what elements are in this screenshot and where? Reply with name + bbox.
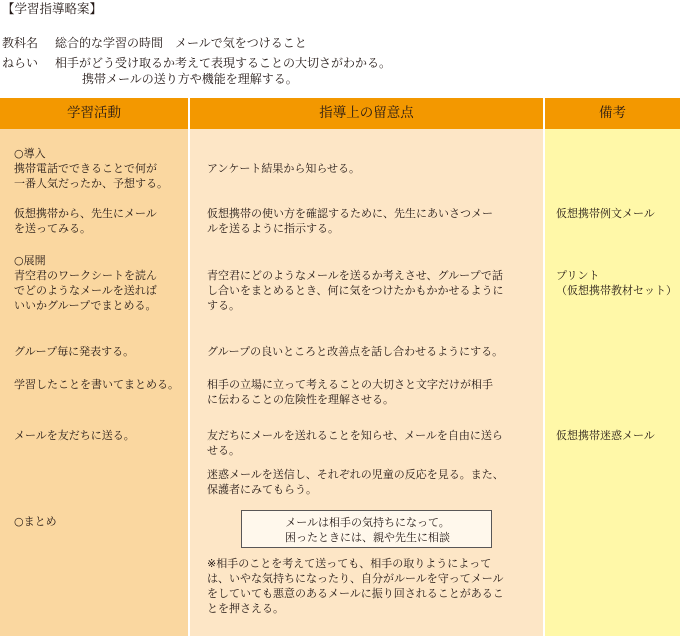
activity-item-development (14, 253, 157, 313)
activity-line: 青空君のワークシートを読ん (14, 269, 157, 282)
remark-item (556, 428, 655, 443)
activity-line: を送ってみる。 (14, 222, 91, 235)
page-title: 【学習指導略案】 (2, 1, 103, 16)
activity-item-summarize (14, 377, 179, 392)
aim-label: ねらい (2, 56, 39, 70)
activity-line: 一番人気だったか、予想する。 (14, 177, 168, 190)
note-line: する。 (207, 299, 240, 312)
activity-item-intro (14, 146, 168, 191)
summary-box-line: メールは相手の気持ちになって。 (285, 516, 450, 529)
activity-line: 携帯電話でできることで何が (14, 162, 157, 175)
note-line: に伝わることの危険性を理解させる。 (207, 393, 394, 406)
note-line: 青空君にどのようなメールを送るか考えさせ、グループで話 (207, 269, 503, 282)
note-item (207, 268, 504, 313)
activity-line: ○展開 (14, 254, 46, 267)
activity-line: でどのようなメールを送れば (14, 284, 157, 297)
header-notes: 指導上の留意点 (190, 98, 543, 129)
remark-line: （仮想携帯教材セット） (556, 284, 677, 297)
note-line: ルを送るように指示する。 (207, 222, 339, 235)
subject-label: 教科名 (2, 36, 39, 50)
activity-item-wrap-up (14, 514, 57, 529)
note-line: ※相手のことを考えて送っても、相手の取りようによって (207, 557, 492, 570)
header-remarks: 備考 (545, 98, 680, 129)
aim-line: 相手がどう受け取るか考えて表現することの大切さがわかる。 (55, 56, 392, 70)
remark-line: 仮想携帯例文メール (556, 207, 655, 220)
activity-line: メールを友だちに送る。 (14, 429, 135, 442)
note-line: 迷惑メールを送信し、それぞれの児童の反応を見る。また、 (207, 468, 504, 481)
activity-item-send-to-friends (14, 428, 135, 443)
note-item (207, 206, 493, 236)
remark-line: 仮想携帯迷惑メール (556, 429, 655, 442)
note-item (207, 377, 493, 407)
activity-line: 学習したことを書いてまとめる。 (14, 378, 179, 391)
note-line: せる。 (207, 444, 240, 457)
subject-value: 総合的な学習の時間 メールで気をつけること (55, 36, 307, 50)
activity-line: ○まとめ (14, 515, 57, 528)
remark-item (556, 268, 677, 298)
note-line: し合いをまとめるとき、何に気をつけたかもかかせるように (207, 284, 504, 297)
note-item (207, 428, 503, 458)
activity-item-present (14, 344, 134, 359)
note-line: アンケート結果から知らせる。 (207, 162, 361, 175)
note-item (207, 467, 504, 497)
activity-line: ○導入 (14, 147, 46, 160)
note-line: は、いやな気持ちになったり、自分がルールを守ってメール (207, 572, 504, 585)
remark-line: プリント (556, 269, 600, 282)
note-line: 友だちにメールを送れることを知らせ、メールを自由に送ら (207, 429, 503, 442)
note-item-caution (207, 556, 504, 616)
summary-box (241, 510, 492, 548)
note-line: グループの良いところと改善点を話し合わせるようにする。 (207, 345, 504, 358)
note-item (207, 344, 503, 359)
activity-line: いいかグループでまとめる。 (14, 299, 157, 312)
activity-line: グループ毎に発表する。 (14, 345, 135, 358)
activity-line: 仮想携帯から、先生にメール (14, 207, 157, 220)
summary-box-line: 困ったときには、親や先生に相談 (285, 531, 450, 544)
aim-line: 携帯メールの送り方や機能を理解する。 (82, 72, 298, 86)
header-activities: 学習活動 (0, 98, 188, 129)
note-line: 仮想携帯の使い方を確認するために、先生にあいさつメー (207, 207, 493, 220)
note-line: をしていても悪意のあるメールに振り回されることがあるこ (207, 587, 504, 600)
note-line: 保護者にみてもらう。 (207, 483, 317, 496)
note-line: とを押さえる。 (207, 602, 284, 615)
activity-item-send-to-teacher (14, 206, 157, 236)
remarks-column (545, 98, 680, 636)
remark-item (556, 206, 655, 221)
note-line: 相手の立場に立って考えることの大切さと文字だけが相手 (207, 378, 493, 391)
note-item (207, 161, 360, 176)
